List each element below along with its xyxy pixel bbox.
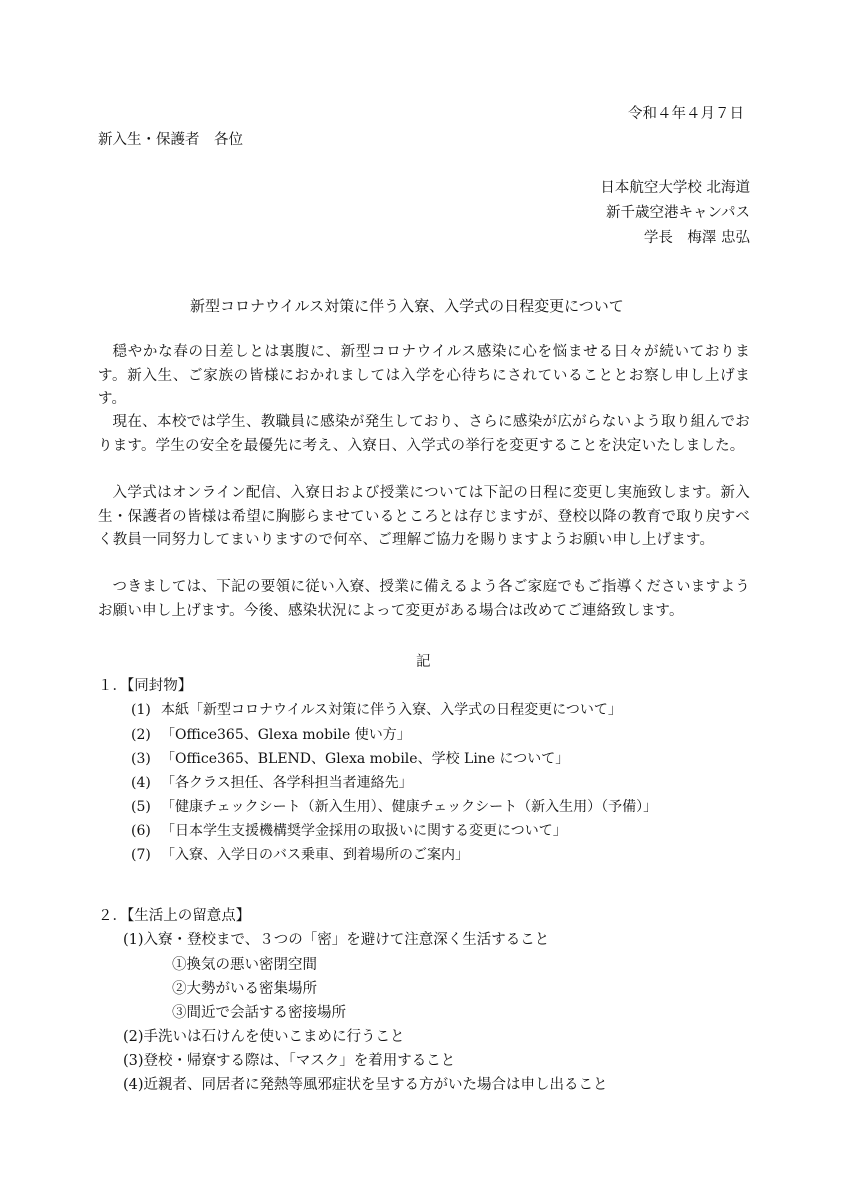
sender-campus: 新千歳空港キャンパス [606,205,750,221]
enclosure-text: 「日本学生支援機構奨学金採用の取扱いに関する変更について」 [161,823,567,839]
precaution-item-4: (4)近親者、同居者に発熱等風邪症状を呈する方がいた場合は申し出ること [123,1077,608,1093]
enclosure-item [131,773,413,793]
enclosure-item [131,845,469,865]
precaution-subitem: ②大勢がいる密集場所 [172,981,317,997]
precaution-subitem: ③間近で会話する密接場所 [172,1005,346,1021]
body-paragraph-3: 入学式はオンライン配信、入寮日および授業については下記の日程に変更し実施致します。新入生・保護者の皆様は希望に胸膨らませているところとは存じますが、登校以降の教育で取り戻すべく教員一同努力してまいりますので何卒、ご理解ご協力を賜りますようお願い申し上げます。 [98,485,750,548]
document-date: 令和４年４月７日 [628,106,744,122]
sender-principal: 学長 梅澤 忠弘 [643,230,750,246]
precaution-subitem: ①換気の悪い密閉空間 [172,957,317,973]
addressee: 新入生・保護者 各位 [98,132,243,148]
enclosure-text: 「各クラス担任、各学科担当者連絡先」 [161,775,413,791]
enclosure-number: (7) [131,847,151,863]
enclosure-item [131,725,411,745]
body-paragraph-2: 現在、本校では学生、教職員に感染が発生しており、さらに感染が広がらないよう取り組んでおります。学生の安全を最優先に考え、入寮日、入学式の挙行を変更することを決定いたしました。 [98,414,750,454]
ki-heading: 記 [416,654,431,670]
section-2-heading: ２．【生活上の留意点】 [98,908,251,924]
enclosure-text: 「健康チェックシート（新入生用）、健康チェックシート（新入生用）（予備）」 [161,799,658,815]
enclosure-number: (4) [131,775,151,791]
enclosure-number: (3) [131,751,151,767]
sender-school: 日本航空大学校 北海道 [600,180,750,196]
enclosure-number: (1) [131,702,151,718]
enclosure-text: 「入寮、入学日のバス乗車、到着場所のご案内」 [161,847,469,863]
enclosure-number: (6) [131,823,151,839]
section-1-heading: １．【同封物】 [98,678,193,694]
precaution-item-3: (3)登校・帰寮する際は、「マスク」を着用すること [123,1053,456,1069]
enclosure-text: 「Office365、Glexa mobile 使い方」 [161,727,411,743]
enclosure-item [131,749,569,769]
enclosure-text: 「Office365、BLEND、Glexa mobile、学校 Line について」 [161,751,570,767]
precaution-item-1: (1)入寮・登校まで、３つの「密」を避けて注意深く生活すること [123,932,550,948]
enclosure-number: (2) [131,727,151,743]
enclosure-item [131,797,657,817]
enclosure-number: (5) [131,799,151,815]
enclosure-item [131,700,622,720]
body-paragraph-4: つきましては、下記の要領に従い入寮、授業に備えるよう各ご家庭でもご指導くださいますようお願い申し上げます。今後、感染状況によって変更がある場合は改めてご連絡致します。 [98,579,750,619]
document-title: 新型コロナウイルス対策に伴う入寮、入学式の日程変更について [190,297,624,315]
enclosure-text: 本紙「新型コロナウイルス対策に伴う入寮、入学式の日程変更について」 [161,702,622,718]
precaution-item-2: (2)手洗いは石けんを使いこまめに行うこと [123,1029,405,1045]
enclosure-item [131,821,567,841]
body-paragraph-1: 穏やかな春の日差しとは裏腹に、新型コロナウイルス感染に心を悩ませる日々が続いております。新入生、ご家族の皆様におかれましては入学を心待ちにされていることとお察し申し上げます。 [98,344,750,407]
